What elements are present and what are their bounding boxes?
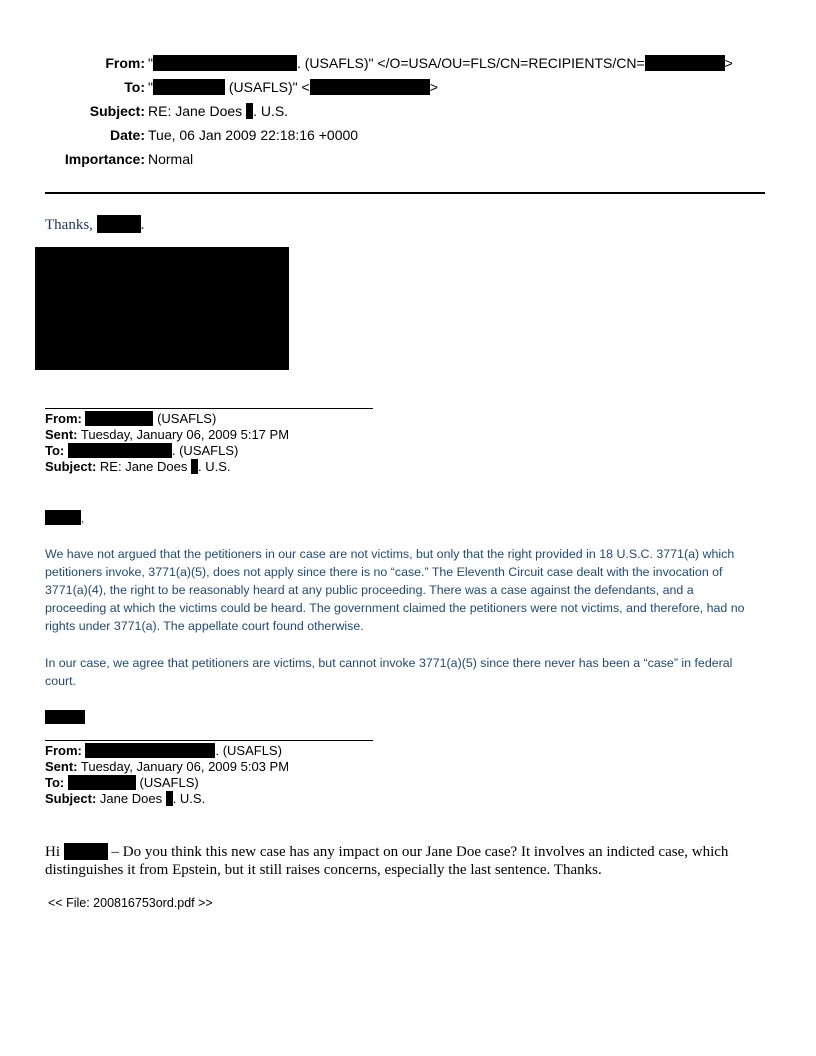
fwd2-to-label: To:	[45, 775, 65, 790]
greeting: Hi	[45, 844, 64, 860]
fwd1-divider	[45, 408, 373, 409]
redaction-block	[85, 743, 215, 758]
fwd2-sent-label: Sent:	[45, 759, 78, 774]
redaction-block	[246, 103, 253, 119]
redaction-block	[153, 79, 225, 95]
fwd1-sent-value: Tuesday, January 06, 2009 5:17 PM	[80, 427, 290, 442]
fwd1-from-row	[45, 411, 216, 427]
fwd1-paragraph-2: In our case, we agree that petitioners are victims, but cannot invoke 3771(a)(5) since there never has been a “case” in federal court.	[45, 656, 733, 688]
to-label: To:	[124, 79, 145, 95]
from-address: . (USAFLS)" </O=USA/OU=FLS/CN=RECIPIENTS/CN=	[296, 55, 645, 71]
redaction-block	[645, 55, 725, 71]
fwd1-subject-row	[45, 459, 230, 475]
redaction-block	[85, 411, 153, 426]
redaction-block	[68, 443, 172, 458]
body-text: – Do you think this new case has any impact on our Jane Doe case? It involves an indicted case, which distinguishes it from Epstein, but it still raises concerns, especially the last sentence. Thanks.	[45, 844, 729, 878]
fwd1-subject-suffix: . U.S.	[197, 459, 231, 474]
fwd1-salutation	[45, 510, 84, 525]
from-quote: "	[148, 55, 153, 71]
fwd1-from-label: From:	[45, 411, 82, 426]
redaction-block	[191, 459, 198, 474]
signature-redaction	[35, 247, 289, 370]
thanks-text: Thanks,	[45, 217, 97, 233]
subject-suffix: . U.S.	[253, 103, 289, 119]
redaction-block	[64, 843, 108, 860]
attachment-link[interactable]: << File: 200816753ord.pdf >>	[48, 896, 213, 910]
fwd2-subject-prefix: Jane Does	[99, 791, 166, 806]
fwd2-subject-row	[45, 791, 205, 807]
fwd2-sent-value: Tuesday, January 06, 2009 5:03 PM	[80, 759, 290, 774]
fwd1-paragraph-1: We have not argued that the petitioners in our case are not victims, but only that the right provided in 18 U.S.C. 3771(a) which petitioners invoke, 3771(a)(5), does not apply since there is no “case.” The Eleventh Circuit case dealt with the invocation of 3771(a)(4), the right to be reasonably heard at any public proceeding. There was a case against the defendants, and a proceeding at which the victims could be heard. The government claimed the petitioners were not victims, and therefore, had no rights under 3771(a). The appellate court found otherwise.	[45, 547, 745, 633]
importance-value: Normal	[148, 151, 194, 167]
date-value: Tue, 06 Jan 2009 22:18:16 +0000	[148, 127, 359, 143]
fwd2-to-row	[45, 775, 199, 791]
fwd2-from-label: From:	[45, 743, 82, 758]
to-address: (USAFLS)" <	[224, 79, 310, 95]
fwd1-subject-label: Subject:	[45, 459, 97, 474]
from-label: From:	[105, 55, 145, 71]
fwd1-from-value: (USAFLS)	[153, 411, 217, 426]
subject-label: Subject:	[89, 103, 145, 119]
fwd1-to-value: . (USAFLS)	[171, 443, 239, 458]
redaction-block	[45, 510, 81, 525]
fwd1-to-label: To:	[45, 443, 65, 458]
importance-label: Importance:	[64, 151, 145, 167]
salutation-comma: ,	[81, 511, 85, 525]
fwd2-subject-suffix: . U.S.	[172, 791, 206, 806]
signature-redaction	[45, 710, 85, 724]
thanks-end: .	[140, 217, 145, 233]
fwd2-subject-label: Subject:	[45, 791, 97, 806]
to-quote: "	[148, 79, 153, 95]
date-label: Date:	[109, 127, 145, 143]
fwd1-to-row	[45, 443, 238, 459]
redaction-block	[166, 791, 173, 806]
redaction-block	[68, 775, 136, 790]
fwd2-body	[45, 843, 765, 879]
fwd1-sent-row	[45, 427, 289, 443]
to-end: >	[429, 79, 438, 95]
fwd1-sent-label: Sent:	[45, 427, 78, 442]
fwd2-from-row	[45, 743, 282, 759]
fwd2-sent-row	[45, 759, 289, 775]
fwd2-to-value: (USAFLS)	[135, 775, 199, 790]
from-end: >	[724, 55, 733, 71]
header-divider	[45, 192, 765, 194]
redaction-block	[153, 55, 297, 71]
redaction-block	[310, 79, 430, 95]
fwd2-from-value: . (USAFLS)	[215, 743, 282, 758]
reply-thanks	[45, 215, 144, 234]
fwd1-subject-prefix: RE: Jane Does	[99, 459, 191, 474]
redaction-block	[97, 215, 141, 233]
subject-prefix: RE: Jane Does	[148, 103, 247, 119]
fwd2-divider	[45, 740, 373, 741]
